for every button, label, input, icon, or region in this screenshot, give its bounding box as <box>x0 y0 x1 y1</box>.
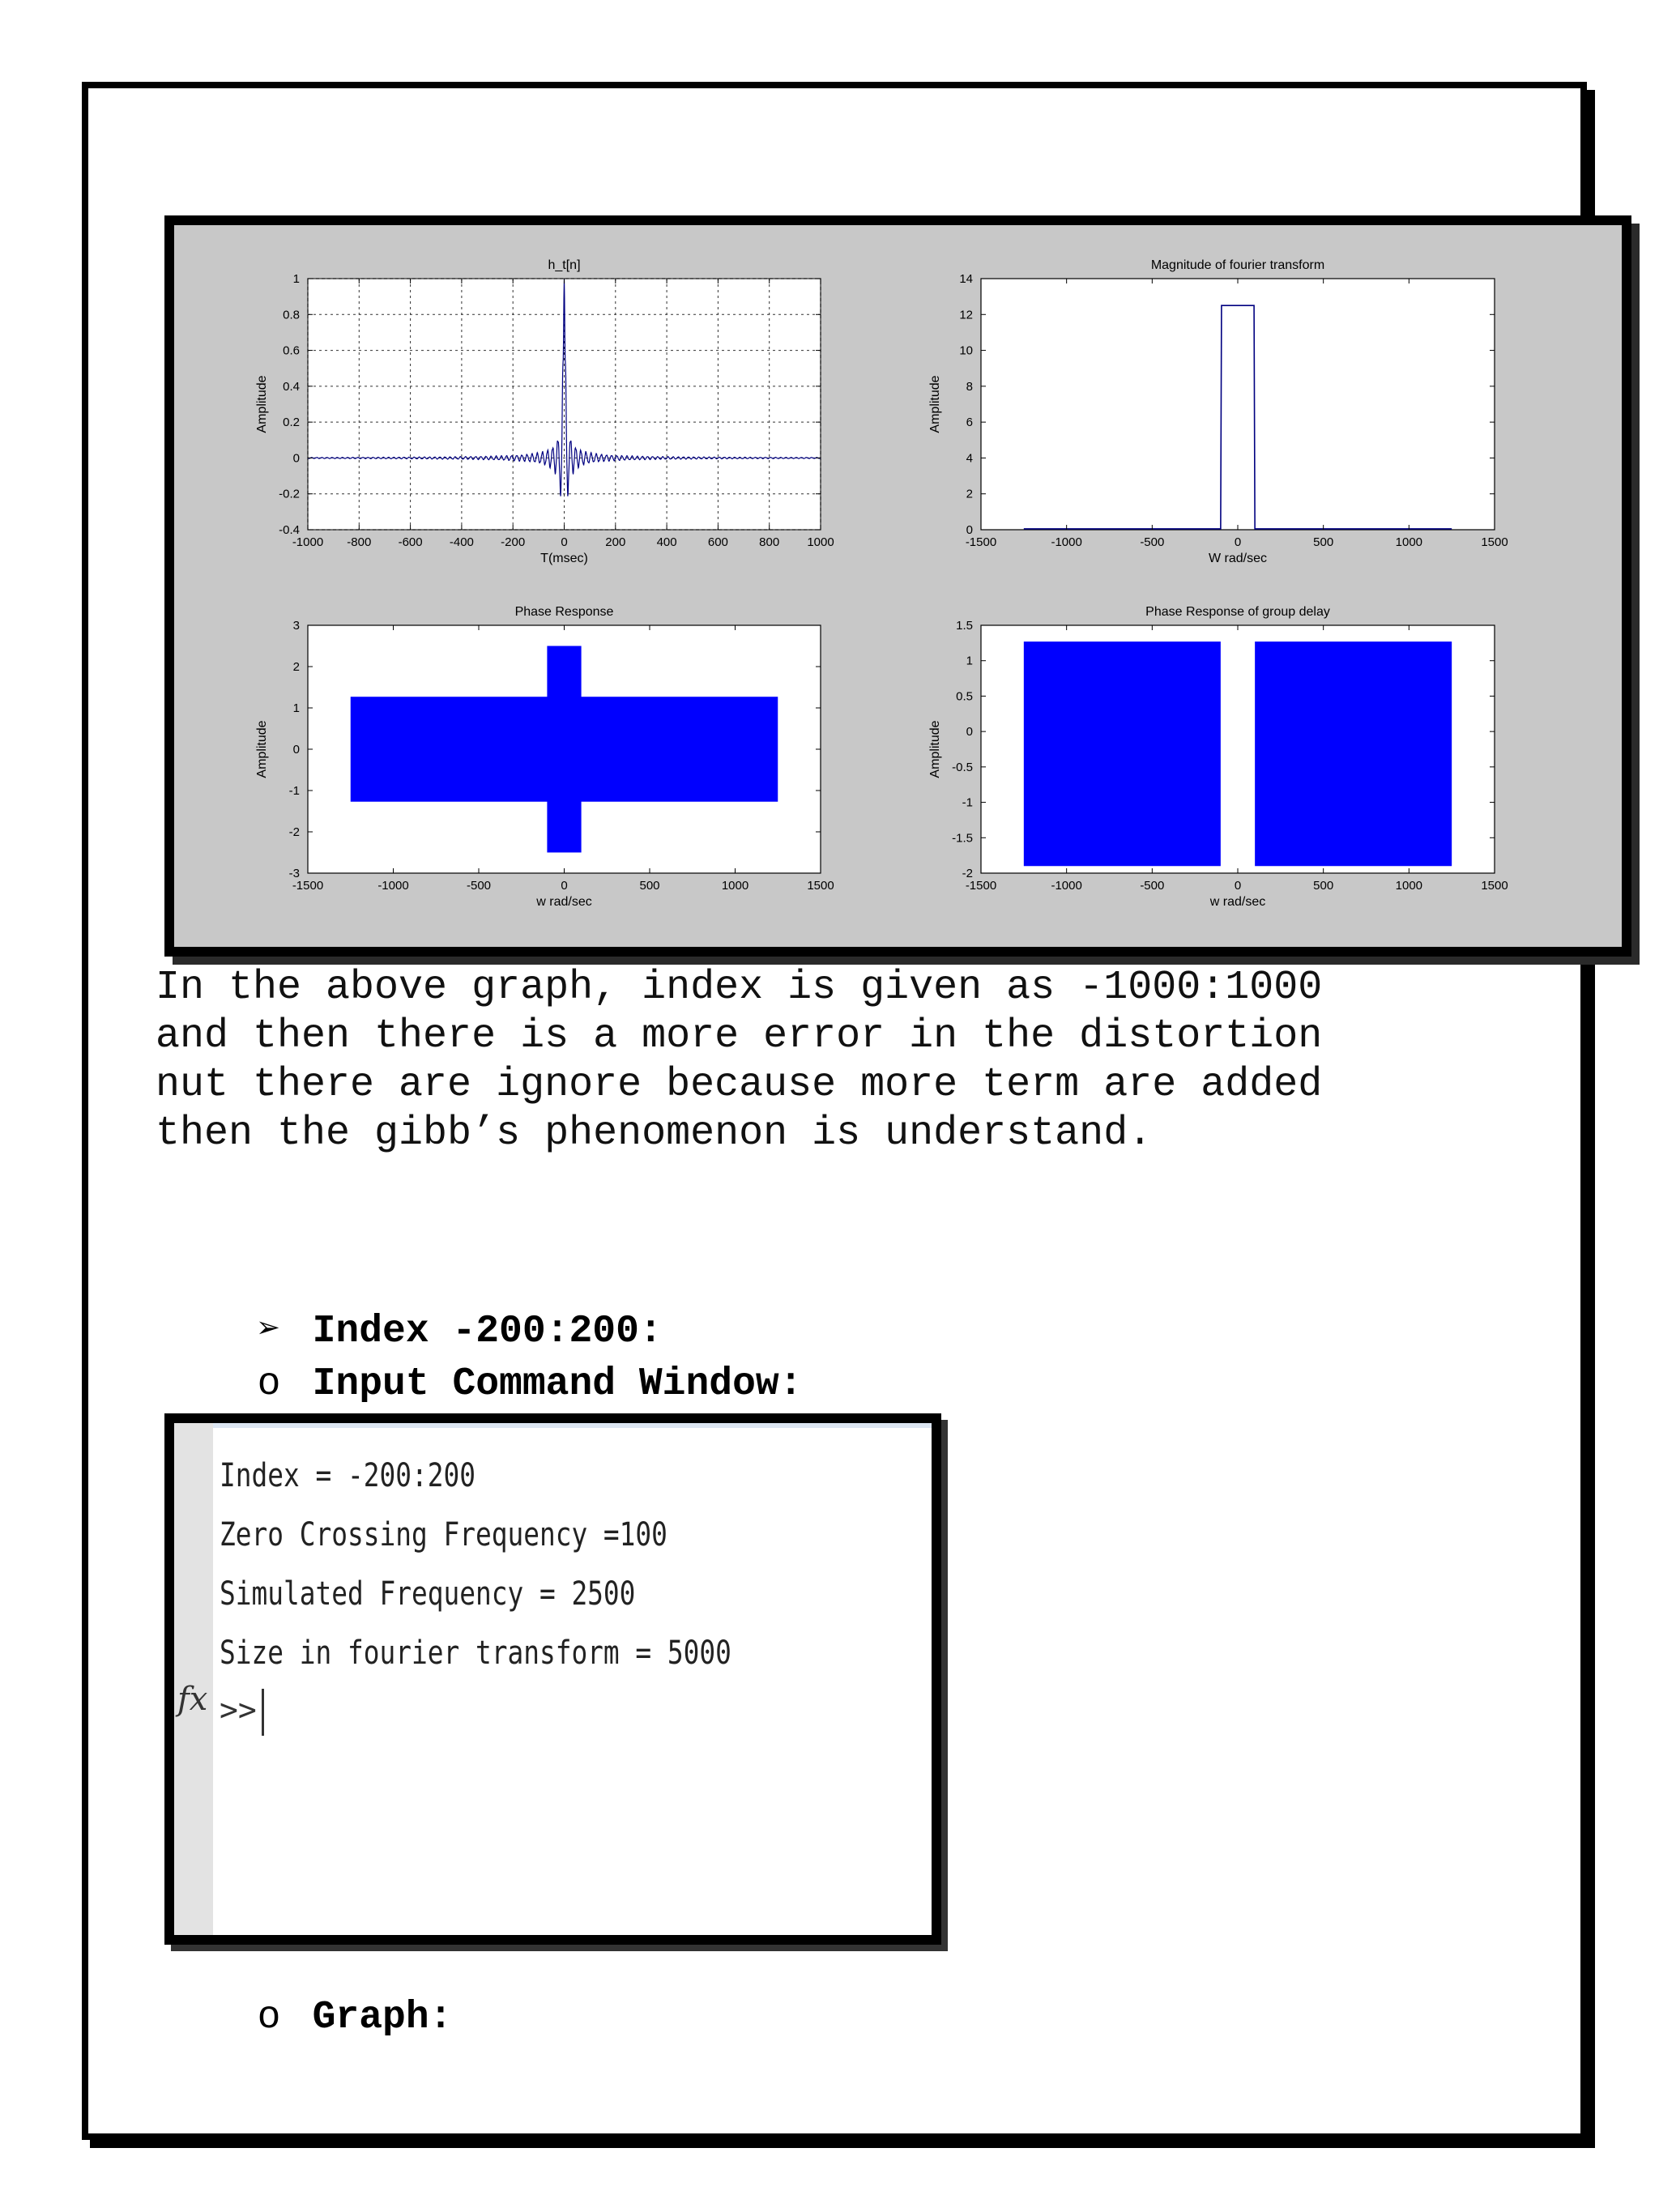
command-output-line: Simulated Frequency = 2500 <box>220 1575 636 1613</box>
x-tick-label: -200 <box>501 535 526 549</box>
x-tick-label: -1500 <box>292 879 324 893</box>
matlab-figure <box>164 215 1631 957</box>
y-tick-label: 0 <box>966 725 973 739</box>
x-tick-label: 0 <box>1234 535 1242 549</box>
command-output-line: Zero Crossing Frequency =100 <box>220 1516 667 1554</box>
chart-title: h_t[n] <box>548 258 581 272</box>
y-tick-label: 10 <box>959 343 973 358</box>
y-tick-label: -2 <box>962 867 973 880</box>
filled-region <box>547 646 581 853</box>
y-tick-label: -3 <box>288 867 300 880</box>
y-tick-label: -0.2 <box>279 487 300 501</box>
x-tick-label: 1000 <box>807 535 834 549</box>
text-cursor[interactable] <box>262 1689 264 1736</box>
y-tick-label: 0.8 <box>283 308 300 322</box>
x-tick-label: -1500 <box>965 535 997 549</box>
y-tick-label: -1 <box>962 795 973 810</box>
y-tick-label: 6 <box>966 416 973 430</box>
y-tick-label: 0.6 <box>283 343 300 358</box>
x-tick-label: -1000 <box>1051 879 1082 893</box>
y-tick-label: 1 <box>292 272 300 286</box>
paragraph-line: and then there is a more error in the distortion <box>156 1013 1323 1059</box>
paragraph-line: In the above graph, index is given as -1000:1000 <box>156 965 1323 1011</box>
subplot-1 <box>255 258 834 565</box>
command-window <box>164 1413 941 1945</box>
x-tick-label: -600 <box>398 535 423 549</box>
command-output-line: Index = -200:200 <box>220 1457 476 1494</box>
graph-heading-text: Graph: <box>312 1996 453 2039</box>
x-tick-label: 400 <box>656 535 677 549</box>
x-tick-label: 500 <box>1313 535 1334 549</box>
x-tick-label: -1000 <box>292 535 324 549</box>
y-tick-label: 0 <box>292 451 300 466</box>
y-tick-label: 1 <box>292 701 300 715</box>
subplot-2 <box>928 258 1508 565</box>
subplot-3 <box>255 605 834 909</box>
y-tick-label: 14 <box>959 272 973 286</box>
arrow-bullet-icon: ➢ <box>257 1310 281 1353</box>
y-tick-label: 0 <box>966 523 973 537</box>
y-tick-label: -2 <box>288 825 300 839</box>
y-tick-label: 0 <box>292 743 300 757</box>
x-tick-label: 0 <box>1234 879 1242 893</box>
x-tick-label: 500 <box>1313 879 1334 893</box>
figure-canvas <box>174 225 1622 947</box>
chart-title: Magnitude of fourier transform <box>1150 258 1325 272</box>
x-axis-label: W rad/sec <box>1208 552 1268 565</box>
x-tick-label: -1500 <box>965 879 997 893</box>
y-tick-label: 0.4 <box>283 379 300 394</box>
command-window-gutter <box>174 1423 213 1935</box>
y-tick-label: 2 <box>966 487 973 501</box>
fx-icon[interactable]: fx <box>177 1681 208 1718</box>
chart-title: Phase Response <box>514 605 614 619</box>
x-tick-label: 1000 <box>1395 879 1423 893</box>
y-tick-label: 3 <box>292 619 300 633</box>
paragraph-line: then the gibb’s phenomenon is understand. <box>156 1110 1153 1157</box>
x-tick-label: 1500 <box>1481 879 1508 893</box>
y-axis-label: Amplitude <box>928 720 942 778</box>
y-tick-label: 8 <box>966 379 973 394</box>
command-output-line: Size in fourier transform = 5000 <box>220 1634 731 1672</box>
y-tick-label: 4 <box>966 451 973 466</box>
y-tick-label: -1 <box>288 784 300 798</box>
y-tick-label: 0.2 <box>283 416 300 430</box>
x-tick-label: 1000 <box>721 879 749 893</box>
x-tick-label: 1500 <box>1481 535 1508 549</box>
y-tick-label: -0.4 <box>279 523 300 537</box>
x-tick-label: -800 <box>347 535 372 549</box>
x-tick-label: 600 <box>707 535 728 549</box>
subplot-4 <box>928 605 1508 909</box>
y-tick-label: 1 <box>966 654 973 668</box>
x-tick-label: 200 <box>605 535 626 549</box>
y-axis-label: Amplitude <box>255 375 269 433</box>
x-tick-label: 1000 <box>1395 535 1423 549</box>
x-tick-label: -500 <box>1140 535 1165 549</box>
x-tick-label: 1500 <box>807 879 834 893</box>
command-heading-text: Input Command Window: <box>312 1362 803 1406</box>
x-tick-label: -1000 <box>377 879 409 893</box>
command-heading <box>211 1319 803 1406</box>
command-window-topbar <box>174 1423 932 1428</box>
y-tick-label: -0.5 <box>952 760 973 774</box>
chart-title: Phase Response of group delay <box>1145 605 1330 619</box>
explanation-paragraph <box>156 964 1452 1158</box>
circle-bullet-icon: o <box>257 1996 281 2039</box>
command-prompt: >> <box>220 1692 257 1728</box>
x-tick-label: 0 <box>561 879 568 893</box>
y-axis-label: Amplitude <box>255 720 269 778</box>
x-tick-label: -500 <box>1140 879 1165 893</box>
x-axis-label: T(msec) <box>540 552 588 565</box>
y-tick-label: 0.5 <box>956 689 973 704</box>
x-tick-label: 0 <box>561 535 568 549</box>
x-tick-label: 500 <box>639 879 660 893</box>
paragraph-line: nut there are ignore because more term are added <box>156 1062 1323 1108</box>
y-tick-label: 1.5 <box>956 619 973 633</box>
x-axis-label: w rad/sec <box>536 895 592 909</box>
x-tick-label: 800 <box>759 535 780 549</box>
x-tick-label: -400 <box>449 535 474 549</box>
index-heading-text: Index -200:200: <box>312 1310 663 1353</box>
x-tick-label: -1000 <box>1051 535 1082 549</box>
y-tick-label: 12 <box>959 308 973 322</box>
x-axis-label: w rad/sec <box>1209 895 1266 909</box>
filled-region <box>1024 641 1221 866</box>
y-axis-label: Amplitude <box>928 375 942 433</box>
circle-bullet-icon: o <box>257 1362 281 1406</box>
y-tick-label: 2 <box>292 660 300 674</box>
graph-heading <box>211 1952 452 2039</box>
x-tick-label: -500 <box>466 879 492 893</box>
plot-area <box>981 279 1495 530</box>
filled-region <box>1255 641 1452 866</box>
y-tick-label: -1.5 <box>952 831 973 846</box>
